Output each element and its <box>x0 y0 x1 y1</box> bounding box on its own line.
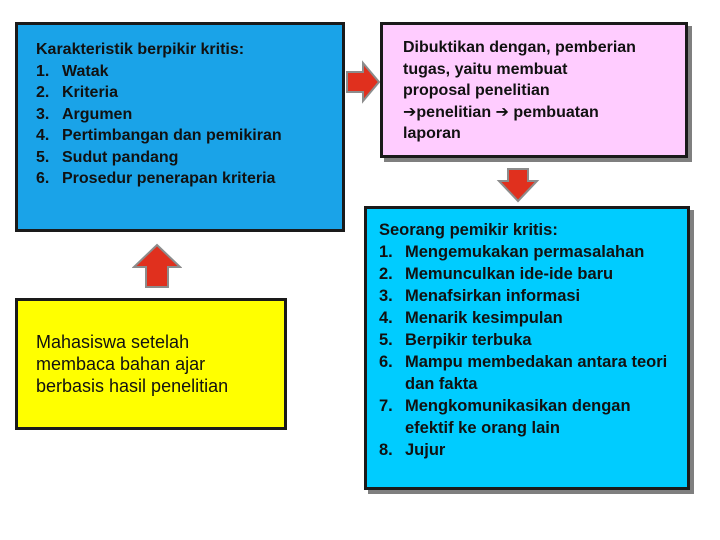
item-number: 2. <box>36 84 50 101</box>
list-item <box>379 241 675 263</box>
item-number: 1. <box>36 62 50 80</box>
arrow-up-icon <box>132 243 182 289</box>
item-text: Watak <box>62 62 109 80</box>
item-text: Berpikir terbuka <box>405 331 532 349</box>
assignment-step: penelitian <box>416 103 492 121</box>
item-text: Menarik kesimpulan <box>405 309 563 327</box>
assignment-line: Dibuktikan dengan, pemberian <box>403 39 636 56</box>
item-number: 3. <box>36 105 50 123</box>
item-text: Jujur <box>405 441 446 459</box>
item-text: Pertimbangan dan pemikiran <box>62 127 282 144</box>
assignment-line: laporan <box>403 125 461 142</box>
student-text: Mahasiswa setelah membaca bahan ajar berbasis hasil penelitian <box>36 332 229 396</box>
list-item <box>379 263 675 285</box>
list-item <box>379 329 675 351</box>
item-number: 1. <box>379 243 393 261</box>
item-number: 6. <box>379 353 393 371</box>
item-text: Mengkomunikasikan dengan efektif ke orang lain <box>405 397 631 437</box>
assignment-box <box>380 22 688 158</box>
list-item <box>36 168 324 190</box>
list-item <box>36 82 324 104</box>
item-number: 4. <box>379 309 393 327</box>
assignment-line: tugas, yaitu membuat <box>403 60 568 78</box>
item-text: Mampu membedakan antara teori dan fakta <box>405 353 668 393</box>
item-number: 5. <box>36 148 50 166</box>
item-number: 6. <box>36 170 50 187</box>
arrow-icon: ➔ <box>403 103 417 121</box>
list-item <box>36 125 324 147</box>
list-item <box>379 395 675 439</box>
item-number: 5. <box>379 331 393 349</box>
assignment-line <box>403 102 665 124</box>
critical-thinker-box <box>364 206 690 490</box>
list-item <box>36 104 324 126</box>
arrow-right-icon <box>345 60 381 104</box>
item-text: Kriteria <box>62 84 119 101</box>
list-item <box>379 351 675 395</box>
critical-thinker-list <box>379 241 675 461</box>
item-number: 7. <box>379 397 393 415</box>
arrow-icon: ➔ <box>495 103 509 121</box>
arrow-down-icon <box>496 167 540 203</box>
item-text: Sudut pandang <box>62 148 179 166</box>
list-item <box>379 285 675 307</box>
list-item <box>36 61 324 83</box>
item-text: Mengemukakan permasalahan <box>405 243 645 261</box>
item-number: 4. <box>36 127 50 144</box>
item-text: Memunculkan ide-ide baru <box>405 265 614 283</box>
characteristics-list <box>36 61 324 190</box>
list-item <box>379 439 675 461</box>
list-item <box>36 147 324 169</box>
item-number: 3. <box>379 287 393 305</box>
characteristics-title: Karakteristik berpikir kritis: <box>36 41 245 58</box>
list-item <box>379 307 675 329</box>
item-text: Menafsirkan informasi <box>405 287 581 305</box>
assignment-line: proposal penelitian <box>403 82 550 99</box>
item-text: Argumen <box>62 105 133 123</box>
characteristics-box <box>15 22 345 232</box>
critical-thinker-title: Seorang pemikir kritis: <box>379 221 558 239</box>
assignment-step: pembuatan <box>508 103 599 121</box>
item-number: 2. <box>379 265 393 283</box>
student-box <box>15 298 287 430</box>
item-number: 8. <box>379 441 393 459</box>
item-text: Prosedur penerapan kriteria <box>62 170 276 187</box>
